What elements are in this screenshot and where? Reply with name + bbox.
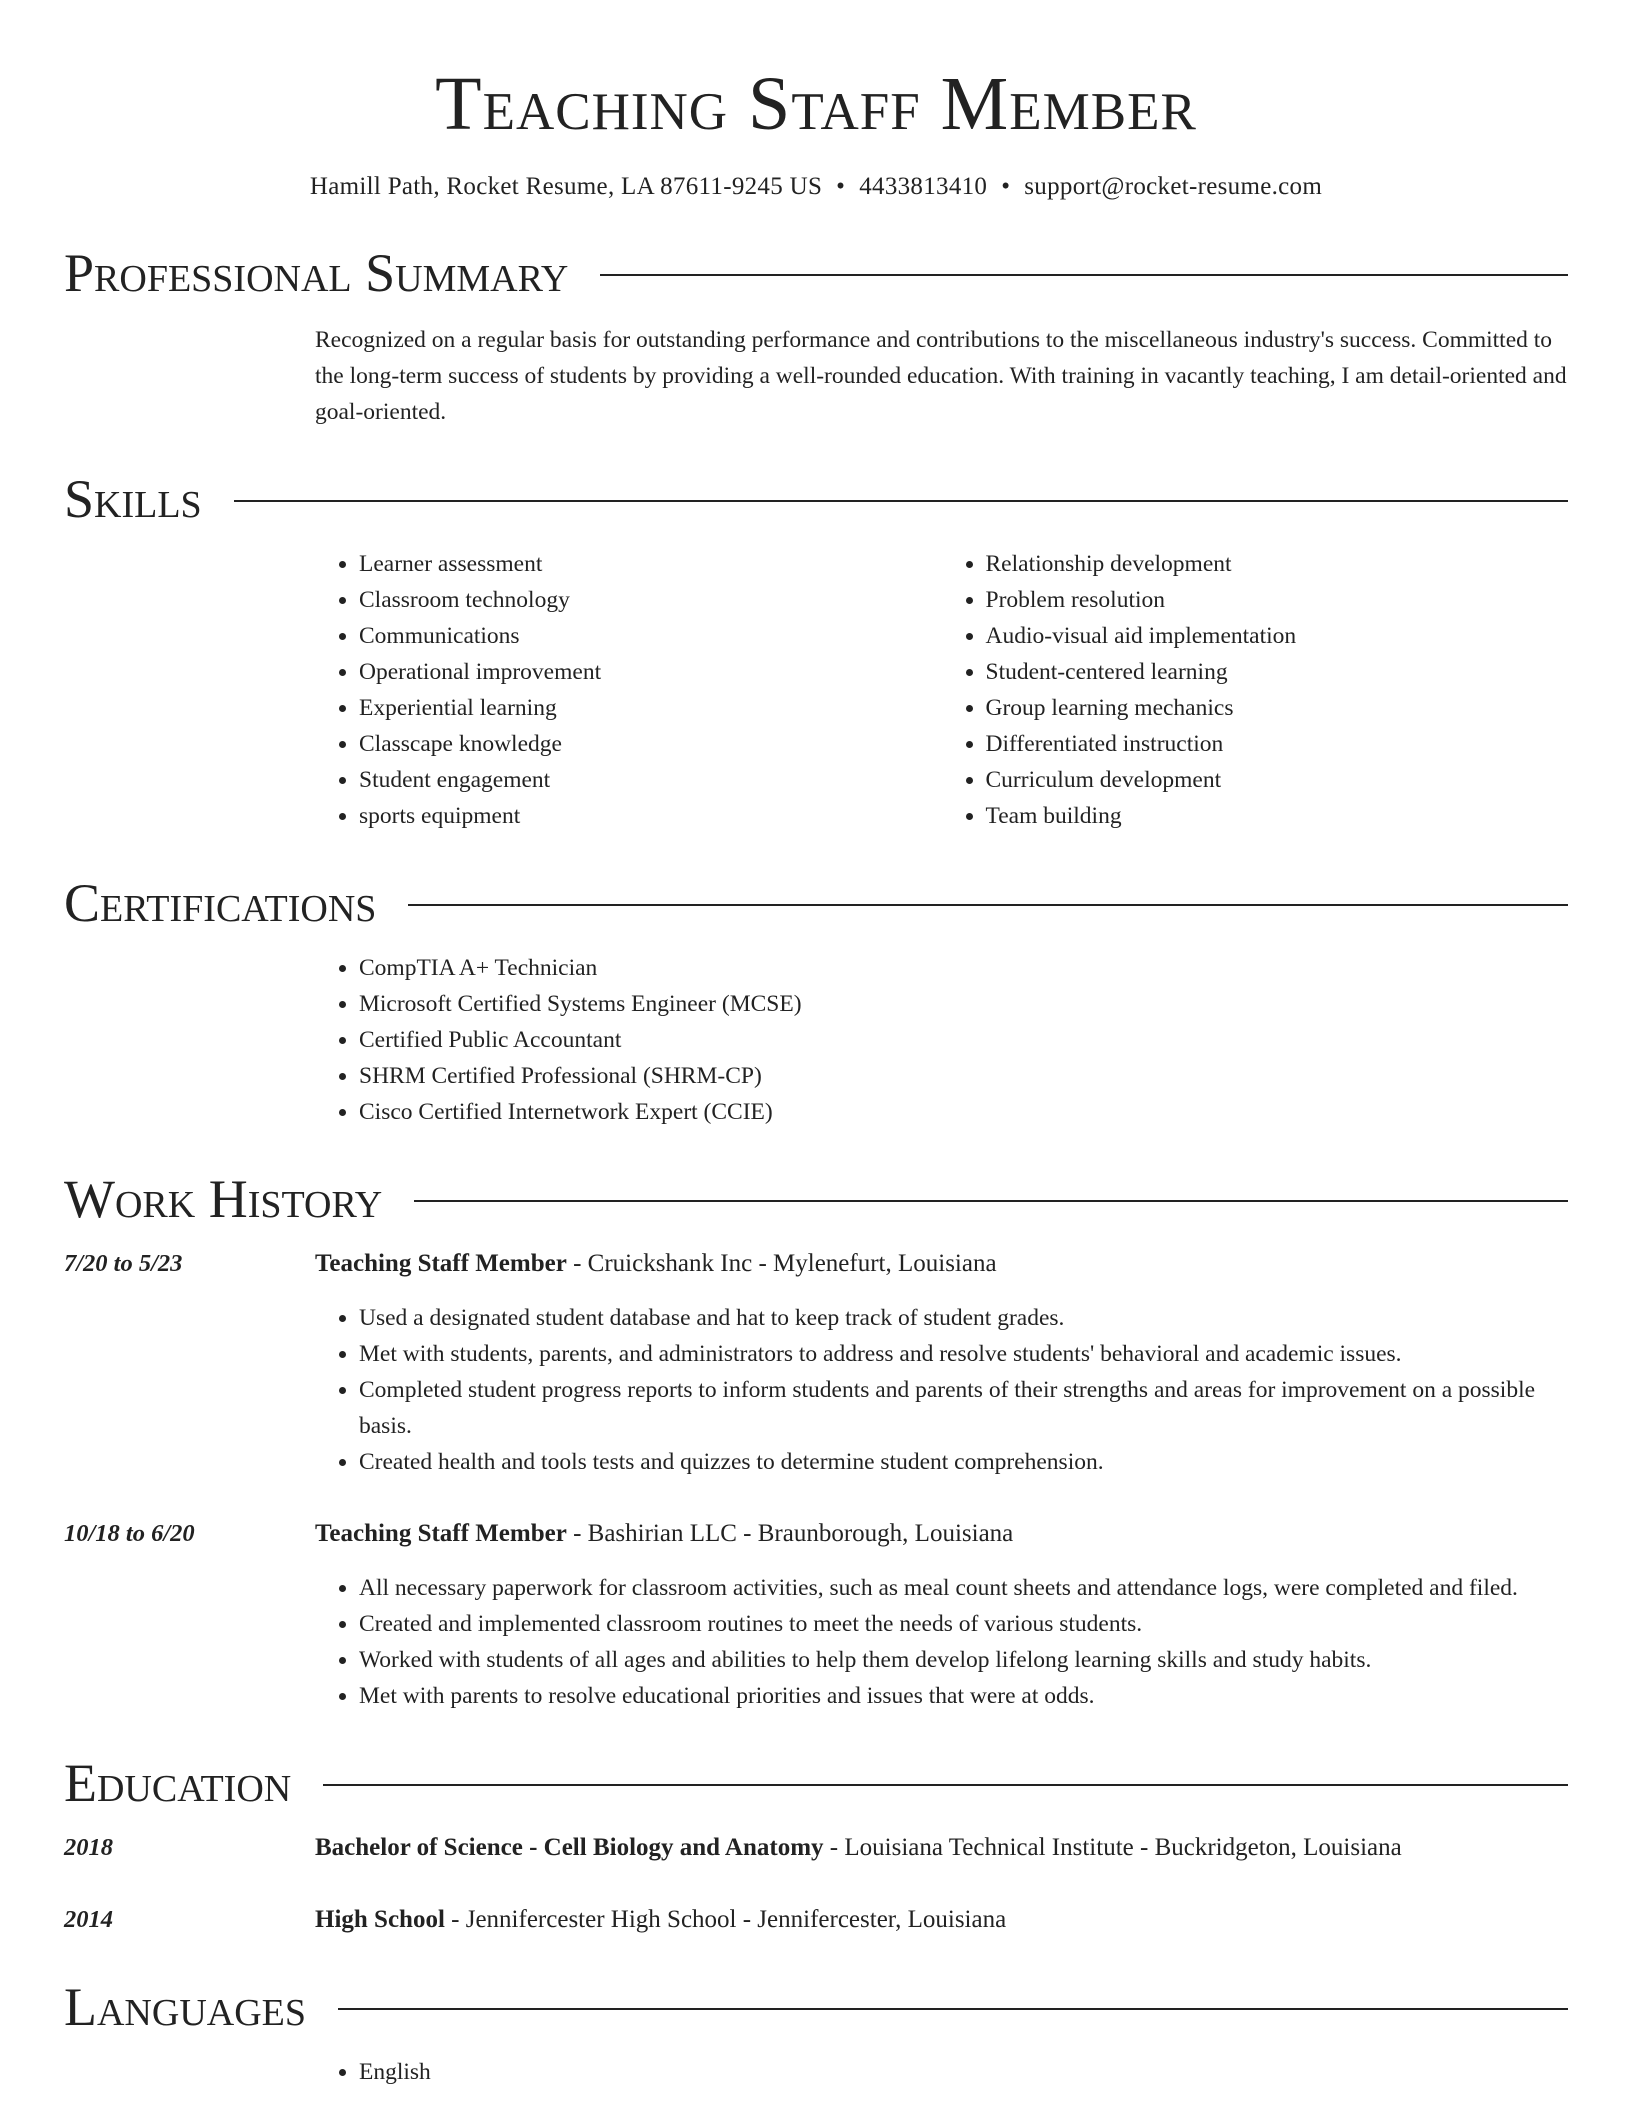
skill-item: • Problem resolution	[986, 582, 1569, 618]
education-entry	[64, 1830, 1568, 1866]
summary-text: Recognized on a regular basis for outstanding performance and contributions to the miscellaneous industry's success. Committed to the long-term success of students by providing a well-rounded education. With training in vacantly teaching, I am detail-oriented and goal-oriented.	[315, 327, 1567, 425]
contact-separator: •	[1001, 173, 1011, 200]
certification-item: • CompTIA A+ Technician	[359, 950, 1568, 986]
skill-item: • Curriculum development	[986, 762, 1569, 798]
skill-item: • Differentiated instruction	[986, 726, 1569, 762]
languages-section-header	[64, 1976, 1568, 2038]
job-bullets	[315, 1300, 1568, 1480]
job-entry	[64, 1246, 1568, 1480]
section-divider	[338, 2008, 1568, 2010]
job-title-line	[315, 1516, 1568, 1552]
language-item: • English	[359, 2054, 1568, 2090]
section-divider	[234, 500, 1568, 502]
education-year: 2018	[64, 1834, 113, 1861]
skill-item: • Classcape knowledge	[359, 726, 942, 762]
education-heading: Education	[64, 1753, 292, 1813]
skill-item: • Student engagement	[359, 762, 942, 798]
languages-heading: Languages	[64, 1977, 306, 2037]
skill-item: • Student-centered learning	[986, 654, 1569, 690]
education-line	[315, 1902, 1568, 1938]
education-entry	[64, 1902, 1568, 1938]
skills-columns	[315, 546, 1568, 834]
skill-item: • Group learning mechanics	[986, 690, 1569, 726]
job-bullet: • Met with parents to resolve educational priorities and issues that were at odds.	[359, 1678, 1568, 1714]
skill-item: • Audio-visual aid implementation	[986, 618, 1569, 654]
certification-item: • Certified Public Accountant	[359, 1022, 1568, 1058]
section-divider	[414, 1200, 1568, 1202]
contact-email: support@rocket-resume.com	[1024, 173, 1323, 200]
job-title-line	[315, 1246, 1568, 1282]
skill-item: • Experiential learning	[359, 690, 942, 726]
education-year: 2014	[64, 1906, 113, 1933]
skill-item: • Relationship development	[986, 546, 1569, 582]
skill-item: • Communications	[359, 618, 942, 654]
job-bullet: • Met with students, parents, and administrators to address and resolve students' behavioral and academic issues.	[359, 1336, 1568, 1372]
certifications-heading: Certifications	[64, 873, 377, 933]
job-bullets	[315, 1570, 1568, 1714]
section-divider	[323, 1784, 1568, 1786]
work-section-header	[64, 1168, 1568, 1230]
contact-line	[64, 170, 1568, 204]
contact-phone: 4433813410	[859, 173, 988, 200]
job-role: Teaching Staff Member	[315, 1250, 567, 1277]
certifications-list	[315, 950, 1568, 1130]
skills-heading: Skills	[64, 469, 202, 529]
job-bullet: • All necessary paperwork for classroom activities, such as meal count sheets and attendance logs, were completed and filed.	[359, 1570, 1568, 1606]
certification-item: • SHRM Certified Professional (SHRM-CP)	[359, 1058, 1568, 1094]
skills-left-list	[315, 546, 942, 834]
job-body	[315, 1246, 1568, 1480]
certification-item: • Microsoft Certified Systems Engineer (MCSE)	[359, 986, 1568, 1022]
summary-section-header	[64, 242, 1568, 304]
job-details: - Bashirian LLC - Braunborough, Louisiana	[566, 1520, 1014, 1547]
education-section-header	[64, 1752, 1568, 1814]
contact-separator: •	[836, 173, 846, 200]
education-details: - Jennifercester High School - Jennifercester, Louisiana	[444, 1906, 1007, 1933]
job-details: - Cruickshank Inc - Mylenefurt, Louisiana	[566, 1250, 997, 1277]
job-entry	[64, 1516, 1568, 1714]
skill-item: • Operational improvement	[359, 654, 942, 690]
section-divider	[600, 274, 1568, 276]
skills-right-list	[942, 546, 1569, 834]
education-degree: Bachelor of Science - Cell Biology and Anatomy	[315, 1834, 824, 1861]
skill-item: • Team building	[986, 798, 1569, 834]
job-bullet: • Used a designated student database and hat to keep track of student grades.	[359, 1300, 1568, 1336]
resume-page	[64, 0, 1568, 2090]
skill-item: • sports equipment	[359, 798, 942, 834]
skills-section-header	[64, 468, 1568, 530]
job-bullet: • Created and implemented classroom routines to meet the needs of various students.	[359, 1606, 1568, 1642]
resume-name: Teaching Staff Member	[435, 62, 1197, 146]
certifications-section-header	[64, 872, 1568, 934]
education-line	[315, 1830, 1568, 1866]
languages-list	[315, 2054, 1568, 2090]
job-bullet: • Worked with students of all ages and abilities to help them develop lifelong learning skills and study habits.	[359, 1642, 1568, 1678]
section-divider	[408, 904, 1568, 906]
job-bullet: • Created health and tools tests and quizzes to determine student comprehension.	[359, 1444, 1568, 1480]
summary-heading: Professional Summary	[64, 243, 569, 303]
job-bullet: • Completed student progress reports to inform students and parents of their strengths and areas for improvement on a possible basis.	[359, 1372, 1568, 1444]
contact-address: Hamill Path, Rocket Resume, LA 87611-9245 US	[309, 173, 823, 200]
education-details: - Louisiana Technical Institute - Buckridgeton, Louisiana	[823, 1834, 1402, 1861]
job-dates: 7/20 to 5/23	[64, 1250, 183, 1277]
work-heading: Work History	[64, 1169, 383, 1229]
certification-item: • Cisco Certified Internetwork Expert (CCIE)	[359, 1094, 1568, 1130]
skill-item: • Classroom technology	[359, 582, 942, 618]
job-dates: 10/18 to 6/20	[64, 1520, 195, 1547]
skill-item: • Learner assessment	[359, 546, 942, 582]
education-degree: High School	[315, 1906, 445, 1933]
job-body	[315, 1516, 1568, 1714]
job-role: Teaching Staff Member	[315, 1520, 567, 1547]
